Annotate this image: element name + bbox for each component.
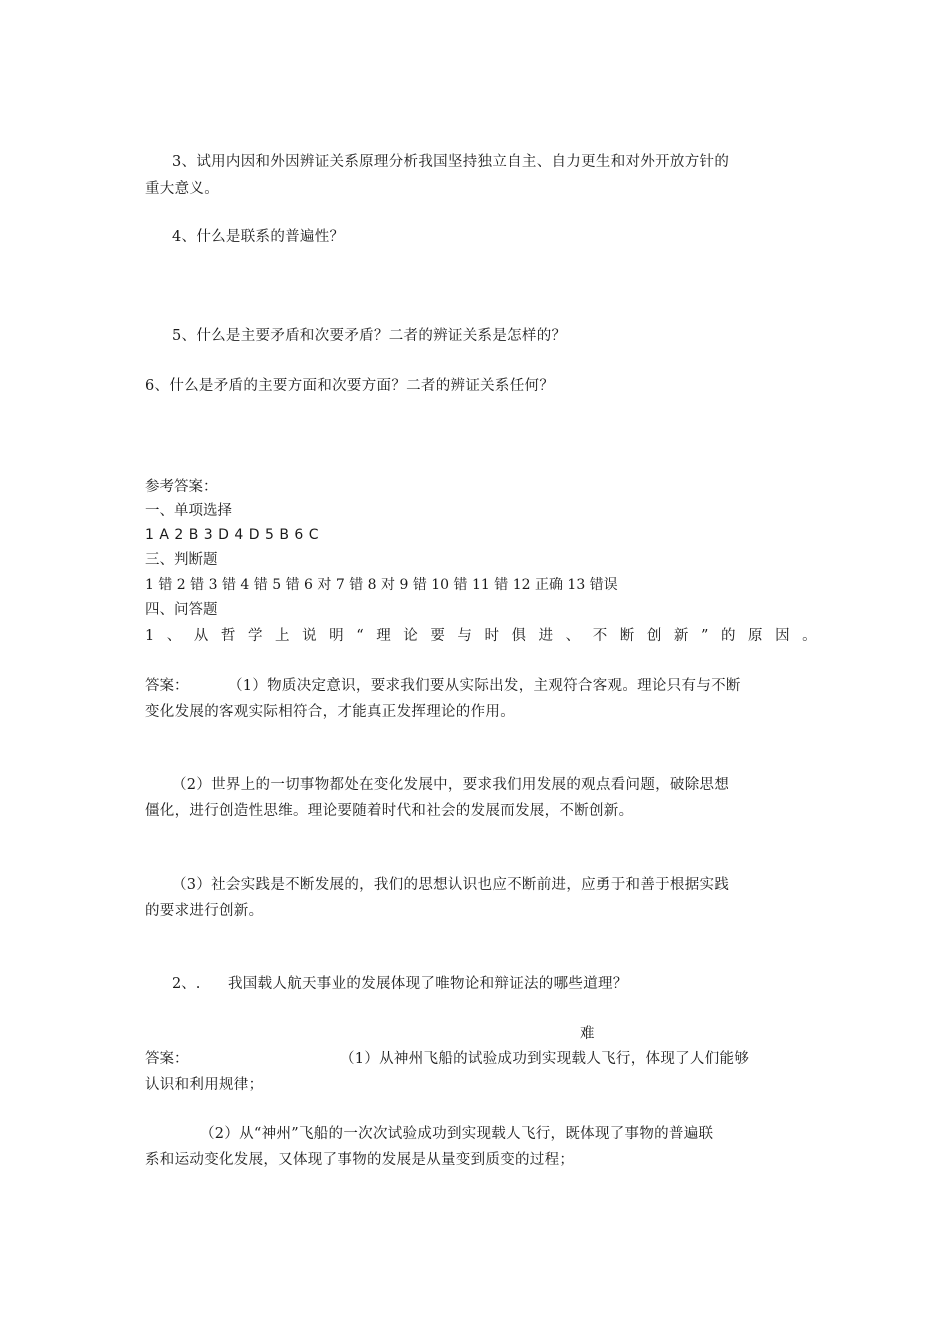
answer-1-question-char: 不 <box>592 628 608 644</box>
answer-1-question-char: 、 <box>565 628 581 644</box>
answer-2-point-1-line-1: （1）从神州飞船的试验成功到实现载人飞行，体现了人们能够 <box>340 1051 750 1067</box>
answer-2-difficulty: 难 <box>580 1026 595 1042</box>
answer-1-question-char: 要 <box>430 628 445 644</box>
answer-1-question-char: 论 <box>403 628 418 644</box>
answer-1-label: 答案： <box>145 678 189 694</box>
answer-1-question-char: 原 <box>748 628 763 644</box>
answer-1-question-char: ” <box>700 628 709 644</box>
answer-1-question-char: 明 <box>329 628 344 644</box>
question-3-line-2: 重大意义。 <box>145 181 219 197</box>
question-6: 6、什么是矛盾的主要方面和次要方面？二者的辨证关系任何？ <box>145 378 555 394</box>
answer-2-question: 我国载人航天事业的发展体现了唯物论和辩证法的哪些道理？ <box>228 976 628 992</box>
answer-2-number: 2、. <box>172 976 201 992</box>
answers-heading: 参考答案： <box>145 479 218 495</box>
section-3-title: 三、判断题 <box>145 552 218 568</box>
question-5: 5、什么是主要矛盾和次要矛盾？二者的辨证关系是怎样的？ <box>172 328 567 344</box>
answer-1-question-char: 创 <box>646 628 662 644</box>
answer-1-question-char: 进 <box>538 628 554 644</box>
section-1-title: 一、单项选择 <box>145 503 232 519</box>
answer-1-question-char: 时 <box>484 628 499 644</box>
answer-1-question-char: 上 <box>275 628 290 644</box>
answer-1-question-char: 的 <box>720 628 736 644</box>
answer-1-point-3-line-2: 的要求进行创新。 <box>145 903 264 919</box>
answer-1-point-2-line-2: 僵化，进行创造性思维。理论要随着时代和社会的发展而发展，不断创新。 <box>145 803 634 819</box>
answer-1-question-char: 哲 <box>220 628 236 644</box>
answer-1-point-2-line-1: （2）世界上的一切事物都处在变化发展中，要求我们用发展的观点看问题，破除思想 <box>172 777 730 793</box>
answer-1-question-char: 断 <box>619 628 635 644</box>
question-3-line-1: 3、试用内因和外因辨证关系原理分析我国坚持独立自主、自力更生和对外开放方针的 <box>172 154 730 170</box>
section-3-answers: 1 错 2 错 3 错 4 错 5 错 6 对 7 错 8 对 9 错 10 错 11 错 12 正确 13 错误 <box>145 577 618 593</box>
answer-2-label: 答案： <box>145 1051 189 1067</box>
question-4: 4、什么是联系的普遍性？ <box>172 229 345 245</box>
answer-1-point-1-line-2: 变化发展的客观实际相符合，才能真正发挥理论的作用。 <box>145 704 515 720</box>
answer-2-point-1-line-2: 认识和利用规律； <box>145 1077 264 1093</box>
answer-1-question-char: “ <box>356 628 364 644</box>
answer-1-question-char: 与 <box>457 628 472 644</box>
answer-1-question-char: 从 <box>193 628 209 644</box>
answer-1-point-3-line-1: （3）社会实践是不断发展的，我们的思想认识也应不断前进，应勇于和善于根据实践 <box>172 877 730 893</box>
answer-1-question-char: 。 <box>802 628 817 644</box>
answer-2-point-2-line-2: 系和运动变化发展，又体现了事物的发展是从量变到质变的过程； <box>145 1152 575 1168</box>
answer-1-question-char: 1 <box>145 628 155 644</box>
answer-1-question-char: 理 <box>376 628 391 644</box>
answer-1-point-1-line-1: （1）物质决定意识，要求我们要从实际出发，主观符合客观。理论只有与不断 <box>228 678 741 694</box>
answer-1-question-char: 说 <box>302 628 317 644</box>
answer-1-question-char: 新 <box>673 628 689 644</box>
answer-1-question-char: 学 <box>247 628 263 644</box>
section-4-title: 四、问答题 <box>145 602 218 618</box>
answer-1-question-char: 因 <box>775 628 790 644</box>
section-1-answers: 1 A 2 B 3 D 4 D 5 B 6 C <box>145 527 320 543</box>
answer-2-point-2-line-1: （2）从“神州”飞船的一次次试验成功到实现载人飞行，既体现了事物的普遍联 <box>200 1126 714 1142</box>
answer-1-question-char: 俱 <box>511 628 527 644</box>
answer-1-question <box>145 626 817 646</box>
answer-1-question-char: 、 <box>166 628 182 644</box>
